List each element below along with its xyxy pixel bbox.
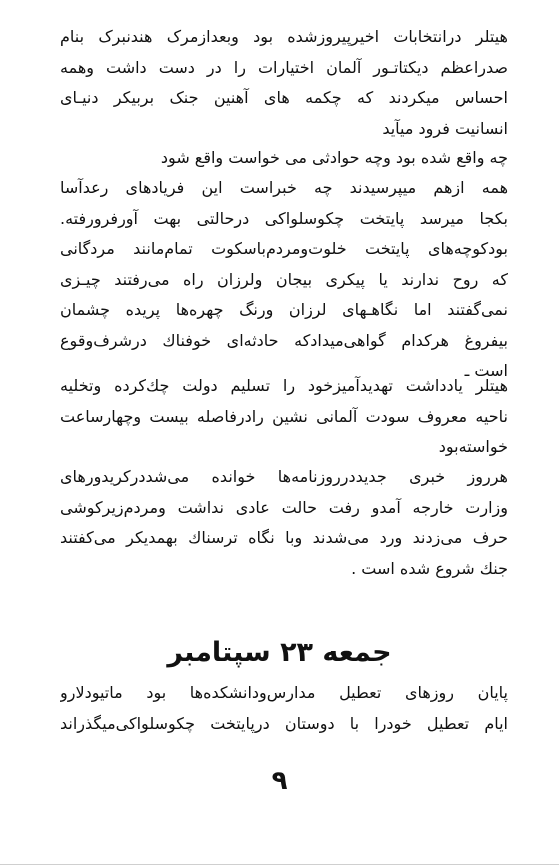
section-heading: جمعه ۲۳ سپتامبر bbox=[167, 637, 392, 668]
text-line: چه واقع شده بود وچه حوادثی می خواست واقع شود bbox=[160, 148, 508, 167]
page-edge-divider bbox=[0, 864, 559, 865]
text-line: بیفروغ هرکدام گواهی‌میدادکه حادثه‌ای خوفناك درشرف‌وقوع bbox=[60, 330, 508, 350]
text-line: بودکوچه‌های پایتخت خلوت‌ومردم‌باسکوت تمام‌مانند مردگانی bbox=[60, 239, 508, 258]
page-number: ۹ bbox=[271, 766, 288, 796]
paragraph-ultimatum bbox=[60, 371, 508, 463]
text-line: احساس میکردند که چکمه های آهنین جنک بربیکر دنیـای bbox=[60, 88, 508, 107]
text-line: ایام تعطیل خودرا با دوستان درپایتخت چکوسلواکی‌میگذراند bbox=[60, 713, 508, 733]
text-line: جنك شروع شده است . bbox=[351, 558, 508, 578]
text-line: است ـ bbox=[464, 361, 508, 380]
text-line: حرف می‌زدند ورد می‌شدند وبا نگاه ترسناك بهمدیکر می‌کفتند bbox=[60, 528, 508, 547]
paragraph-holiday-end bbox=[60, 678, 508, 739]
text-line: که روح ندارند یا پیکری بیجان ولرزان راه می‌رفتند چیـزی bbox=[60, 269, 508, 289]
text-line: همه ازهم میپرسیدند چه خبراست این فریادهای رعدآسا bbox=[60, 178, 508, 197]
text-line: نمی‌گفتند اما نگاهـهای لرزان ورنگ چهره‌ها پریده چشمان bbox=[60, 300, 508, 319]
paragraph-what-happened bbox=[60, 143, 508, 174]
text-line: ناحیه معروف سودت آلمانی نشین رادرفاصله بیست وچهارساعت bbox=[60, 406, 508, 426]
text-line: انسانیت فرود میآید bbox=[382, 118, 508, 138]
text-line: هرروز خبری جدیددرروزنامه‌ها خوانده می‌شددرکریدورهای bbox=[60, 467, 508, 486]
text-line: هیتلر یادداشت تهدیدآمیزخود را تسلیم دولت چك‌کرده وتخلیه bbox=[60, 376, 508, 395]
paragraph-daily-news bbox=[60, 462, 508, 584]
text-line: هیتلر درانتخابات اخیرپیروزشده بود وبعدازمرک هندنبرک بنام bbox=[60, 27, 508, 46]
paragraph-capital-silence bbox=[60, 173, 508, 387]
text-line: پایان روزهای تعطیل مدارس‌ودانشکده‌ها بود ماتیودلارو bbox=[60, 683, 508, 702]
paragraph-hitler-election bbox=[60, 22, 508, 144]
text-line: وزارت خارجه آمدو رفت حالت عادی نداشت ومردم‌زیرکوشی bbox=[60, 497, 508, 517]
text-line: بکجا میرسد پایتخت چکوسلواکی درحالتی بهت آورفرورفته. bbox=[60, 208, 508, 228]
text-line: صدراعظم دیکتاتـور آلمان اختیارات را در دست داشت وهمه bbox=[60, 57, 508, 77]
text-line: خواسته‌بود bbox=[438, 437, 508, 456]
